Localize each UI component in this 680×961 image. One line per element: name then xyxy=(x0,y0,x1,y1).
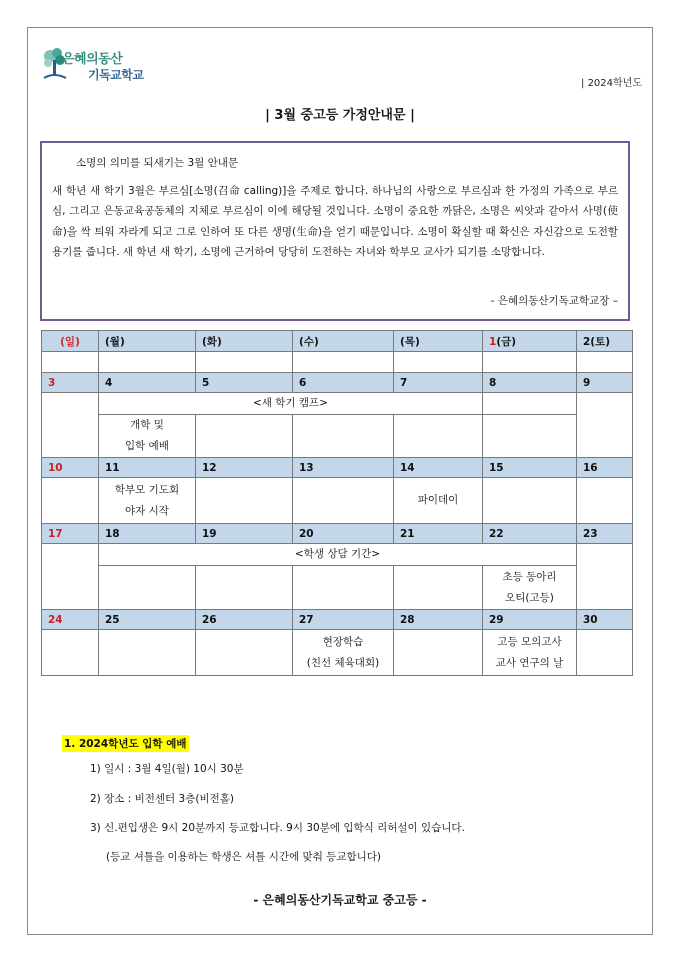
week-0-events xyxy=(42,352,633,373)
week-2-dates xyxy=(42,458,633,478)
week-3-dates xyxy=(42,524,633,544)
date-cell: 15 xyxy=(483,458,577,478)
date-cell: 11 xyxy=(99,458,196,478)
week-4-events xyxy=(42,630,633,676)
day-header-sun: (일) xyxy=(42,331,99,352)
event-line: 학부모 기도회 xyxy=(114,483,180,496)
date-cell: 20 xyxy=(293,524,394,544)
date-cell: 3 xyxy=(42,373,99,393)
date-cell: 6 xyxy=(293,373,394,393)
school-year: | 2024학년도 xyxy=(581,78,642,89)
date-cell: 29 xyxy=(483,610,577,630)
date-cell: 14 xyxy=(394,458,483,478)
event-field-trip xyxy=(293,630,394,676)
date-cell: 26 xyxy=(196,610,293,630)
date-cell: 19 xyxy=(196,524,293,544)
first-friday-date: 1 xyxy=(489,335,497,348)
week-3-events xyxy=(42,544,633,566)
day-header-thu: (목) xyxy=(394,331,483,352)
logo-line-2: 기독교학교 xyxy=(88,68,144,82)
event-line: (친선 체육대회) xyxy=(306,656,380,669)
event-line: 초등 동아리 xyxy=(502,570,557,583)
week-1-dates xyxy=(42,373,633,393)
week-1-events-2 xyxy=(42,415,633,458)
march-calendar xyxy=(41,330,633,676)
event-mock-exam xyxy=(483,630,577,676)
date-cell: 17 xyxy=(42,524,99,544)
date-cell: 8 xyxy=(483,373,577,393)
date-cell: 12 xyxy=(196,458,293,478)
date-cell: 5 xyxy=(196,373,293,393)
day-header-sat: 2(토) xyxy=(577,331,633,352)
event-parent-prayer xyxy=(99,478,196,524)
week-4-dates xyxy=(42,610,633,630)
footer-school-name: - 은혜의동산기독교학교 중고등 - xyxy=(253,893,427,907)
notice-item-place: 2) 장소 : 비전센터 3층(비전홀) xyxy=(90,793,234,805)
calendar-header-row xyxy=(42,331,633,352)
event-line: 교사 연구의 날 xyxy=(495,656,564,669)
date-cell: 28 xyxy=(394,610,483,630)
page-title: | 3월 중고등 가정안내문 | xyxy=(265,108,415,123)
message-heading: 소명의 의미를 되새기는 3월 안내문 xyxy=(76,157,239,169)
day-header-fri: 1(금) xyxy=(483,331,577,352)
week-3-events-2 xyxy=(42,566,633,610)
message-body: 새 학년 새 학기 3월은 부르심[소명(召命 calling)]을 주제로 합니다. 하나님의 사랑으로 부르심과 한 가정의 가족으로 부르심, 그리고 은동교육공동체의 지체로 부르심이 이에 해당될 것입니다. 소명이 중요한 까닭은, 소명은 씨앗과 같아서 사명(使命)을 싹 틔워 자라게 되고 그로 인하여 또 다른 생명(生命)을 얻기 때문입니다. 소명이 확실할 때 확신은 자신감으로 도전할 용기를 줍니다. 새 학년 새 학기, 소명에 근거하여 당당히 도전하는 자녀와 학부모 교사가 되기를 소망합니다. xyxy=(52,185,618,258)
date-cell: 23 xyxy=(577,524,633,544)
notice-item-arrival: 3) 신.편입생은 9시 20분까지 등교합니다. 9시 30분에 입학식 리허설이 있습니다. xyxy=(90,822,465,834)
logo-line-1: 은혜의동산 xyxy=(62,52,123,67)
event-pie-day: 파이데이 xyxy=(394,478,483,524)
day-header-wed: (수) xyxy=(293,331,394,352)
event-line: 입학 예배 xyxy=(125,440,169,452)
date-cell: 7 xyxy=(394,373,483,393)
notice-item-date: 1) 일시 : 3월 4일(월) 10시 30분 xyxy=(90,763,244,775)
event-club-orientation xyxy=(483,566,577,610)
date-cell: 16 xyxy=(577,458,633,478)
date-cell: 27 xyxy=(293,610,394,630)
message-signature: - 은혜의동산기독교학교장 – xyxy=(490,295,618,307)
principal-message-box xyxy=(40,141,630,321)
event-line: 고등 모의고사 xyxy=(497,635,562,648)
date-cell: 24 xyxy=(42,610,99,630)
school-logo xyxy=(40,46,150,86)
event-line: 현장학습 xyxy=(322,635,364,648)
week-2-events xyxy=(42,478,633,524)
event-new-semester-camp: <새 학기 캠프> xyxy=(99,393,483,415)
date-cell: 21 xyxy=(394,524,483,544)
date-cell: 22 xyxy=(483,524,577,544)
week-1-events xyxy=(42,393,633,415)
notice-shuttle-note: (등교 셔틀을 이용하는 학생은 셔틀 시간에 맞춰 등교합니다) xyxy=(106,851,381,863)
date-cell: 10 xyxy=(42,458,99,478)
date-cell: 30 xyxy=(577,610,633,630)
event-line: 오티(고등) xyxy=(505,591,554,604)
date-cell: 18 xyxy=(99,524,196,544)
event-line: 개학 및 xyxy=(130,419,164,431)
date-cell: 13 xyxy=(293,458,394,478)
event-opening-worship xyxy=(99,415,196,458)
event-line: 야자 시작 xyxy=(125,504,169,517)
event-counseling-period: <학생 상담 기간> xyxy=(99,544,577,566)
date-cell: 25 xyxy=(99,610,196,630)
day-header-tue: (화) xyxy=(196,331,293,352)
notice-section-title: 1. 2024학년도 입학 예배 xyxy=(62,735,189,752)
date-cell: 9 xyxy=(577,373,633,393)
date-cell: 4 xyxy=(99,373,196,393)
day-header-mon: (월) xyxy=(99,331,196,352)
